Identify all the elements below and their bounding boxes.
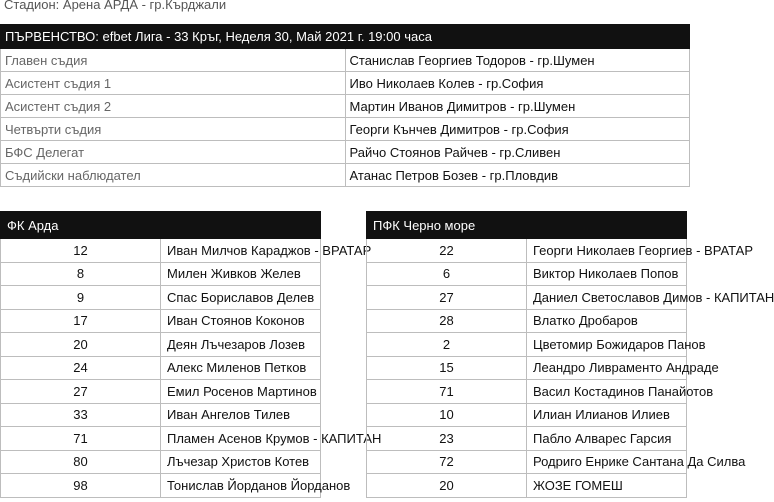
player-row bbox=[367, 380, 687, 404]
team-table-home bbox=[0, 211, 382, 498]
player-row bbox=[367, 333, 687, 357]
player-row bbox=[367, 262, 687, 286]
player-number: 71 bbox=[367, 380, 527, 404]
team-header-row bbox=[1, 212, 321, 239]
official-person: Райчо Стоянов Райчев - гр.Сливен bbox=[345, 141, 690, 164]
player-name: Леандро Ливраменто Андраде bbox=[527, 356, 687, 380]
player-name: Васил Костадинов Панайотов bbox=[527, 380, 687, 404]
player-number: 12 bbox=[1, 239, 161, 263]
player-name: Илиан Илианов Илиев bbox=[527, 403, 687, 427]
player-number: 33 bbox=[1, 403, 161, 427]
player-name: Даниел Светославов Димов - КАПИТАН bbox=[527, 286, 687, 310]
player-name: Милен Живков Желев bbox=[161, 262, 321, 286]
player-row bbox=[367, 403, 687, 427]
player-number: 20 bbox=[1, 333, 161, 357]
player-name: Влатко Дробаров bbox=[527, 309, 687, 333]
match-header: ПЪРВЕНСТВО: efbet Лига - 33 Кръг, Неделя 30, Май 2021 г. 19:00 часа bbox=[1, 25, 690, 49]
player-number: 17 bbox=[1, 309, 161, 333]
player-name: Георги Николаев Георгиев - ВРАТАР bbox=[527, 239, 687, 263]
player-name: Деян Лъчезаров Лозев bbox=[161, 333, 321, 357]
player-number: 27 bbox=[1, 380, 161, 404]
player-name: Пламен Асенов Крумов - КАПИТАН bbox=[161, 427, 321, 451]
player-number: 2 bbox=[367, 333, 527, 357]
player-name: Лъчезар Христов Котев bbox=[161, 450, 321, 474]
player-row bbox=[1, 239, 321, 263]
official-role: БФС Делегат bbox=[1, 141, 346, 164]
player-number: 8 bbox=[1, 262, 161, 286]
player-number: 71 bbox=[1, 427, 161, 451]
official-person: Атанас Петров Бозев - гр.Пловдив bbox=[345, 164, 690, 187]
official-row bbox=[1, 49, 690, 72]
official-role: Четвърти съдия bbox=[1, 118, 346, 141]
player-row bbox=[1, 309, 321, 333]
player-number: 9 bbox=[1, 286, 161, 310]
official-row bbox=[1, 118, 690, 141]
team-name: ПФК Черно море bbox=[367, 212, 687, 239]
official-person: Георги Кънчев Димитров - гр.София bbox=[345, 118, 690, 141]
player-name: Тонислав Йорданов Йорданов bbox=[161, 474, 321, 498]
player-name: Родриго Енрике Сантана Да Силва bbox=[527, 450, 687, 474]
player-row bbox=[1, 356, 321, 380]
player-name: Иван Милчов Караджов - ВРАТАР bbox=[161, 239, 321, 263]
official-row bbox=[1, 164, 690, 187]
player-row bbox=[1, 474, 321, 498]
team-header-row bbox=[367, 212, 687, 239]
player-row bbox=[1, 380, 321, 404]
player-number: 80 bbox=[1, 450, 161, 474]
stadium-label: Стадион: Арена АРДА - гр.Кърджали bbox=[4, 0, 227, 12]
player-number: 6 bbox=[367, 262, 527, 286]
player-number: 98 bbox=[1, 474, 161, 498]
player-row bbox=[367, 356, 687, 380]
player-name: Иван Стоянов Коконов bbox=[161, 309, 321, 333]
official-role: Асистент съдия 2 bbox=[1, 95, 346, 118]
player-number: 24 bbox=[1, 356, 161, 380]
player-name: Пабло Алварес Гарсия bbox=[527, 427, 687, 451]
officials-table bbox=[0, 24, 690, 187]
official-role: Главен съдия bbox=[1, 49, 346, 72]
player-number: 20 bbox=[367, 474, 527, 498]
player-row bbox=[1, 450, 321, 474]
official-person: Станислав Георгиев Тодоров - гр.Шумен bbox=[345, 49, 690, 72]
player-row bbox=[1, 286, 321, 310]
player-number: 23 bbox=[367, 427, 527, 451]
player-row bbox=[367, 286, 687, 310]
player-number: 10 bbox=[367, 403, 527, 427]
player-number: 22 bbox=[367, 239, 527, 263]
player-row bbox=[1, 427, 321, 451]
player-row bbox=[367, 427, 687, 451]
official-row bbox=[1, 72, 690, 95]
player-name: Алекс Миленов Петков bbox=[161, 356, 321, 380]
player-row bbox=[367, 450, 687, 474]
player-name: Спас Бориславов Делев bbox=[161, 286, 321, 310]
player-number: 15 bbox=[367, 356, 527, 380]
player-number: 28 bbox=[367, 309, 527, 333]
player-number: 27 bbox=[367, 286, 527, 310]
player-row bbox=[367, 309, 687, 333]
team-table-away bbox=[366, 211, 774, 498]
official-role: Асистент съдия 1 bbox=[1, 72, 346, 95]
official-person: Иво Николаев Колев - гр.София bbox=[345, 72, 690, 95]
match-header-row bbox=[1, 25, 690, 49]
player-row bbox=[367, 474, 687, 498]
official-person: Мартин Иванов Димитров - гр.Шумен bbox=[345, 95, 690, 118]
player-row bbox=[1, 262, 321, 286]
player-name: Иван Ангелов Тилев bbox=[161, 403, 321, 427]
player-row bbox=[1, 403, 321, 427]
team-name: ФК Арда bbox=[1, 212, 321, 239]
player-name: Цветомир Божидаров Панов bbox=[527, 333, 687, 357]
player-row bbox=[1, 333, 321, 357]
player-name: Емил Росенов Мартинов bbox=[161, 380, 321, 404]
official-row bbox=[1, 95, 690, 118]
player-name: Виктор Николаев Попов bbox=[527, 262, 687, 286]
player-name: ЖОЗЕ ГОМЕШ bbox=[527, 474, 687, 498]
official-row bbox=[1, 141, 690, 164]
player-row bbox=[367, 239, 687, 263]
official-role: Съдийски наблюдател bbox=[1, 164, 346, 187]
player-number: 72 bbox=[367, 450, 527, 474]
